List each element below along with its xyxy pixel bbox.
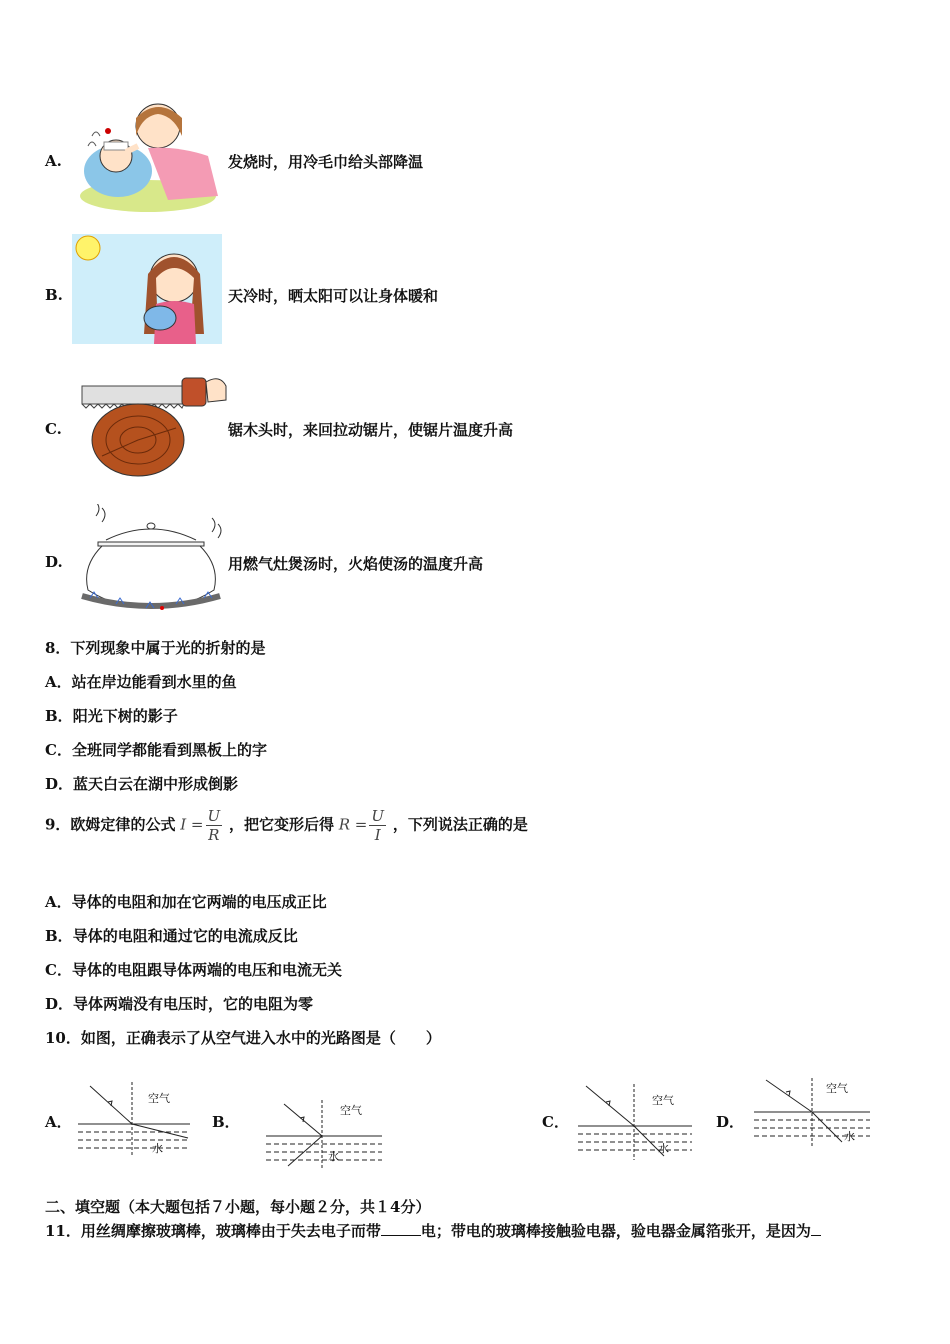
- option-label: A．: [45, 1113, 72, 1131]
- option-text: 天冷时，晒太阳可以让身体暖和: [228, 287, 439, 305]
- water-label: 水: [328, 1150, 339, 1163]
- air-label: 空气: [826, 1082, 848, 1095]
- refraction-diagram-c: [576, 1082, 694, 1160]
- option-label: B.: [45, 286, 63, 304]
- section-heading: 二、填空题（本大题包括７小题，每小题２分，共１4分）: [45, 1198, 431, 1216]
- option-label: C.: [45, 420, 62, 438]
- option-label: D.: [45, 553, 63, 571]
- q9-option-c: C．导体的电阻跟导体两端的电压和电流无关: [45, 961, 342, 979]
- q8-stem: 8．下列现象中属于光的折射的是: [45, 639, 266, 657]
- air-label: 空气: [148, 1092, 170, 1105]
- q8-option-a: A．站在岸边能看到水里的鱼: [45, 673, 237, 691]
- formula-fraction: $\frac{U}{I}$: [371, 807, 385, 844]
- option-label: D．: [716, 1113, 745, 1131]
- pot-on-gas-flame-image: [76, 504, 226, 616]
- water-label: 水: [658, 1142, 669, 1155]
- q9-option-b: B．导体的电阻和通过它的电流成反比: [45, 927, 298, 945]
- q8-option-d: D．蓝天白云在湖中形成倒影: [45, 775, 239, 793]
- water-label: 水: [152, 1142, 163, 1155]
- q9-option-d: D．导体两端没有电压时，它的电阻为零: [45, 995, 314, 1013]
- formula-lhs: I =: [180, 815, 204, 834]
- option-label: C．: [542, 1113, 569, 1131]
- mother-cooling-child-forehead-image: [78, 96, 223, 214]
- q8-option-b: B．阳光下树的影子: [45, 707, 178, 725]
- q11-text: 11．用丝绸摩擦玻璃棒，玻璃棒由于失去电子而带 电；带电的玻璃棒接触验电器，验电器金属箔张开，是因为: [45, 1220, 821, 1241]
- option-label: B．: [212, 1113, 240, 1131]
- refraction-diagram-a: [76, 1080, 192, 1156]
- formula-fraction: $\frac{U}{R}$: [207, 807, 221, 844]
- option-label: A.: [45, 152, 62, 170]
- refraction-diagram-b: [264, 1098, 384, 1168]
- answer-blank[interactable]: [811, 1223, 821, 1236]
- air-label: 空气: [652, 1094, 674, 1107]
- q9-stem: 9．欧姆定律的公式 I = $\frac{U}{R}$ ，把它变形后得 R = $\frac{U}{I}$ ，下列说法正确的是: [45, 807, 528, 844]
- option-text: 锯木头时，来回拉动锯片，使锯片温度升高: [228, 421, 514, 439]
- answer-blank[interactable]: [381, 1223, 421, 1236]
- hand-sawing-log-image: [80, 372, 228, 478]
- q8-option-c: C．全班同学都能看到黑板上的字: [45, 741, 267, 759]
- formula-lhs: R =: [338, 815, 368, 834]
- water-label: 水: [844, 1130, 855, 1143]
- air-label: 空气: [340, 1104, 362, 1117]
- q9-option-a: A．导体的电阻和加在它两端的电压成正比: [45, 893, 327, 911]
- option-text: 发烧时，用冷毛巾给头部降温: [228, 153, 424, 171]
- girl-sunbathing-image: [72, 234, 222, 344]
- option-text: 用燃气灶煲汤时，火焰使汤的温度升高: [228, 555, 484, 573]
- q10-stem: 10．如图，正确表示了从空气进入水中的光路图是（ ）: [45, 1029, 441, 1047]
